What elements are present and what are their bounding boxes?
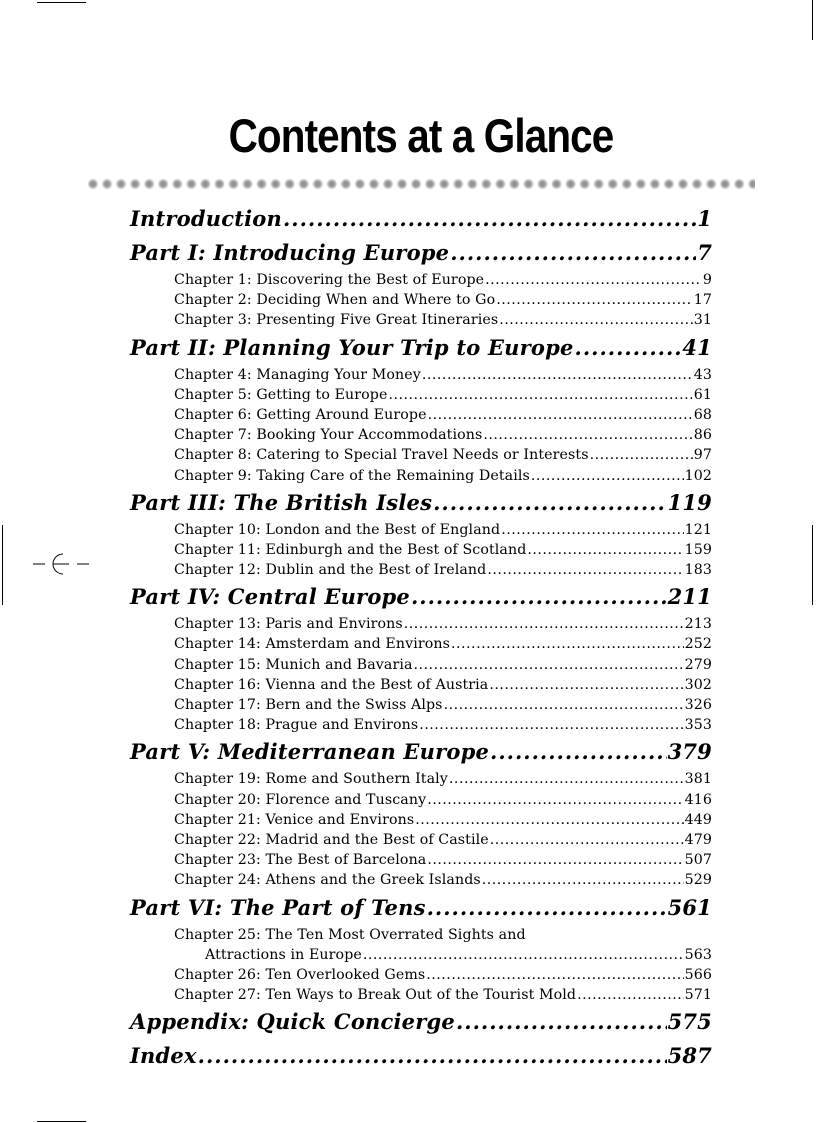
toc-page-number: 211 <box>667 584 712 610</box>
toc-part-label: Part VI: The Part of Tens <box>130 894 426 920</box>
toc-leader-dots <box>499 310 692 330</box>
toc-chapter-label: Chapter 22: Madrid and the Best of Castile <box>174 831 489 848</box>
table-of-contents <box>130 202 712 1073</box>
toc-page-number: 97 <box>693 447 712 464</box>
toc-part-entry <box>130 486 712 520</box>
toc-chapter-entry <box>130 850 712 870</box>
toc-chapter-entry <box>130 520 712 540</box>
toc-leader-dots <box>419 715 683 735</box>
toc-chapter-entry <box>130 385 712 405</box>
toc-page-number: 7 <box>697 240 712 265</box>
toc-chapter-label: Chapter 26: Ten Overlooked Gems <box>174 966 426 983</box>
toc-leader-dots <box>433 486 666 520</box>
toc-chapter-label: Chapter 23: The Best of Barcelona <box>174 852 427 869</box>
toc-leader-dots <box>575 331 682 365</box>
toc-chapter-label: Chapter 4: Managing Your Money <box>174 366 421 383</box>
toc-chapter-entry <box>130 365 712 385</box>
toc-page-number: 159 <box>684 541 712 558</box>
toc-chapter-label: Chapter 24: Athens and the Greek Islands <box>174 872 481 889</box>
toc-leader-dots <box>501 520 683 540</box>
toc-leader-dots <box>487 560 683 580</box>
toc-chapter-entry <box>130 560 712 580</box>
toc-part-entry <box>130 202 712 236</box>
toc-leader-dots <box>363 945 684 965</box>
toc-chapter-label: Chapter 9: Taking Care of the Remaining Details <box>174 467 530 484</box>
toc-chapter-label: Chapter 16: Vienna and the Best of Austria <box>174 676 489 693</box>
toc-page-number: 587 <box>667 1043 712 1069</box>
toc-chapter-entry <box>130 425 712 445</box>
toc-page-number: 563 <box>684 946 712 963</box>
toc-chapter-entry <box>130 830 712 850</box>
crop-mark-right-top <box>812 0 813 40</box>
toc-leader-dots <box>450 236 696 270</box>
toc-chapter-entry <box>130 945 712 965</box>
toc-leader-dots <box>427 850 683 870</box>
toc-chapter-entry <box>130 715 712 735</box>
dotted-divider <box>87 178 755 190</box>
toc-part-label: Introduction <box>130 206 282 231</box>
toc-leader-dots <box>483 425 692 445</box>
toc-chapter-entry <box>130 310 712 330</box>
toc-chapter-entry <box>130 965 712 985</box>
toc-page-number: 279 <box>684 656 712 673</box>
toc-chapter-label: Chapter 17: Bern and the Swiss Alps <box>174 697 443 713</box>
toc-leader-dots <box>411 580 667 614</box>
toc-chapter-label: Chapter 25: The Ten Most Overrated Sights and <box>174 926 526 943</box>
toc-leader-dots <box>198 1039 667 1073</box>
toc-page-number: 479 <box>684 831 712 848</box>
toc-leader-dots <box>451 634 684 654</box>
toc-chapter-label: Chapter 15: Munich and Bavaria <box>174 656 413 673</box>
toc-part-entry <box>130 1005 712 1039</box>
toc-chapter-label: Chapter 19: Rome and Southern Italy <box>174 771 448 788</box>
toc-chapter-entry <box>130 695 712 715</box>
toc-chapter-entry <box>130 810 712 830</box>
toc-chapter-label: Chapter 21: Venice and Environs <box>174 811 415 828</box>
toc-chapter-entry <box>130 405 712 425</box>
toc-chapter-entry <box>130 675 712 695</box>
toc-leader-dots <box>496 290 693 310</box>
toc-page-number: 449 <box>684 811 712 828</box>
toc-chapter-label: Chapter 18: Prague and Environs <box>174 717 419 734</box>
toc-chapter-entry <box>130 614 712 634</box>
toc-page-number: 561 <box>667 894 712 920</box>
toc-page-number: 17 <box>693 292 712 309</box>
toc-chapter-label: Chapter 1: Discovering the Best of Europe <box>174 272 485 288</box>
toc-part-label: Part III: The British Isles <box>130 489 433 515</box>
toc-chapter-label: Chapter 6: Getting Around Europe <box>174 406 427 423</box>
toc-page-number: 252 <box>684 636 712 653</box>
toc-chapter-label: Chapter 11: Edinburgh and the Best of Scotland <box>174 541 527 558</box>
toc-leader-dots <box>577 985 684 1005</box>
toc-page-number: 41 <box>682 334 712 360</box>
toc-chapter-label: Chapter 13: Paris and Environs <box>174 616 403 633</box>
toc-page-number: 529 <box>684 872 712 889</box>
toc-page-number: 183 <box>684 562 712 579</box>
toc-chapter-label: Chapter 14: Amsterdam and Environs <box>174 636 451 653</box>
toc-leader-dots <box>490 830 684 850</box>
toc-page-number: 566 <box>684 966 712 983</box>
toc-leader-dots <box>426 965 683 985</box>
toc-page-number: 86 <box>693 427 712 444</box>
toc-part-label: Part II: Planning Your Trip to Europe <box>130 334 574 360</box>
toc-part-label: Part IV: Central Europe <box>130 584 410 610</box>
toc-chapter-entry <box>130 540 712 560</box>
toc-chapter-entry <box>130 655 712 675</box>
toc-leader-dots <box>489 675 683 695</box>
toc-page-number: 353 <box>684 717 712 734</box>
toc-page-number: 571 <box>684 987 712 1004</box>
toc-chapter-label: Chapter 8: Catering to Special Travel Needs or Interests <box>174 447 589 464</box>
crop-mark-right-mid <box>812 525 813 605</box>
registration-mark-icon <box>33 547 89 581</box>
toc-leader-dots <box>422 365 693 385</box>
toc-leader-dots <box>456 1005 667 1039</box>
toc-chapter-label: Chapter 12: Dublin and the Best of Ireland <box>174 562 487 579</box>
toc-part-entry <box>130 891 712 925</box>
toc-page-number: 1 <box>697 206 712 231</box>
toc-page-number: 61 <box>693 386 712 403</box>
toc-page-number: 68 <box>693 406 712 423</box>
toc-chapter-entry <box>130 290 712 310</box>
toc-chapter-entry <box>130 466 712 486</box>
toc-page-number: 381 <box>684 771 712 788</box>
toc-chapter-label: Chapter 27: Ten Ways to Break Out of the Tourist Mold <box>174 987 577 1004</box>
toc-chapter-entry <box>130 985 712 1005</box>
toc-chapter-entry <box>130 634 712 654</box>
toc-leader-dots <box>427 790 683 810</box>
toc-chapter-label: Chapter 2: Deciding When and Where to Go <box>174 292 496 309</box>
toc-part-label: Part V: Mediterranean Europe <box>130 739 490 765</box>
toc-chapter-entry <box>130 790 712 810</box>
toc-page-number: 575 <box>667 1009 712 1035</box>
toc-page-number: 416 <box>684 791 712 808</box>
toc-page-number: 326 <box>684 697 712 713</box>
toc-part-entry <box>130 580 712 614</box>
toc-page-number: 507 <box>684 852 712 869</box>
toc-leader-dots <box>485 270 702 290</box>
toc-leader-dots <box>283 202 696 236</box>
toc-leader-dots <box>428 405 693 425</box>
page-title: Contents at a Glance <box>228 109 614 162</box>
toc-page-number: 9 <box>702 272 712 288</box>
toc-page-number: 302 <box>684 676 712 693</box>
toc-chapter-label: Attractions in Europe <box>205 946 362 963</box>
toc-leader-dots <box>531 466 684 486</box>
toc-part-entry <box>130 236 712 270</box>
toc-page-number: 379 <box>667 739 712 765</box>
crop-mark-top <box>37 2 86 3</box>
toc-part-label: Appendix: Quick Concierge <box>130 1009 455 1035</box>
toc-chapter-label: Chapter 7: Booking Your Accommodations <box>174 427 483 444</box>
toc-part-label: Index <box>130 1043 197 1069</box>
toc-leader-dots <box>415 810 683 830</box>
toc-part-entry <box>130 1039 712 1073</box>
toc-page-number: 119 <box>667 489 712 515</box>
toc-leader-dots <box>427 891 667 925</box>
crop-mark-left-mid <box>2 525 3 605</box>
toc-chapter-entry <box>130 769 712 789</box>
toc-leader-dots <box>490 735 667 769</box>
toc-part-entry <box>130 735 712 769</box>
toc-leader-dots <box>444 695 684 715</box>
toc-leader-dots <box>482 870 684 890</box>
toc-page-number: 121 <box>684 521 712 538</box>
toc-chapter-entry <box>130 270 712 290</box>
toc-part-label: Part I: Introducing Europe <box>130 240 450 265</box>
toc-chapter-label: Chapter 5: Getting to Europe <box>174 386 388 403</box>
toc-chapter-entry <box>130 925 712 945</box>
toc-page-number: 31 <box>693 312 712 329</box>
toc-page-number: 43 <box>693 366 712 383</box>
toc-leader-dots <box>449 769 684 789</box>
toc-leader-dots <box>404 614 684 634</box>
toc-chapter-label: Chapter 3: Presenting Five Great Itineraries <box>174 312 499 329</box>
crop-mark-bottom <box>37 1121 86 1122</box>
toc-chapter-label: Chapter 20: Florence and Tuscany <box>174 791 427 808</box>
toc-page-number: 213 <box>684 616 712 633</box>
toc-chapter-entry <box>130 445 712 465</box>
toc-leader-dots <box>389 385 693 405</box>
toc-leader-dots <box>414 655 684 675</box>
toc-leader-dots <box>590 445 693 465</box>
toc-chapter-entry <box>130 870 712 890</box>
toc-leader-dots <box>527 540 683 560</box>
toc-page-number: 102 <box>684 467 712 484</box>
toc-part-entry <box>130 331 712 365</box>
toc-chapter-label: Chapter 10: London and the Best of England <box>174 521 501 538</box>
